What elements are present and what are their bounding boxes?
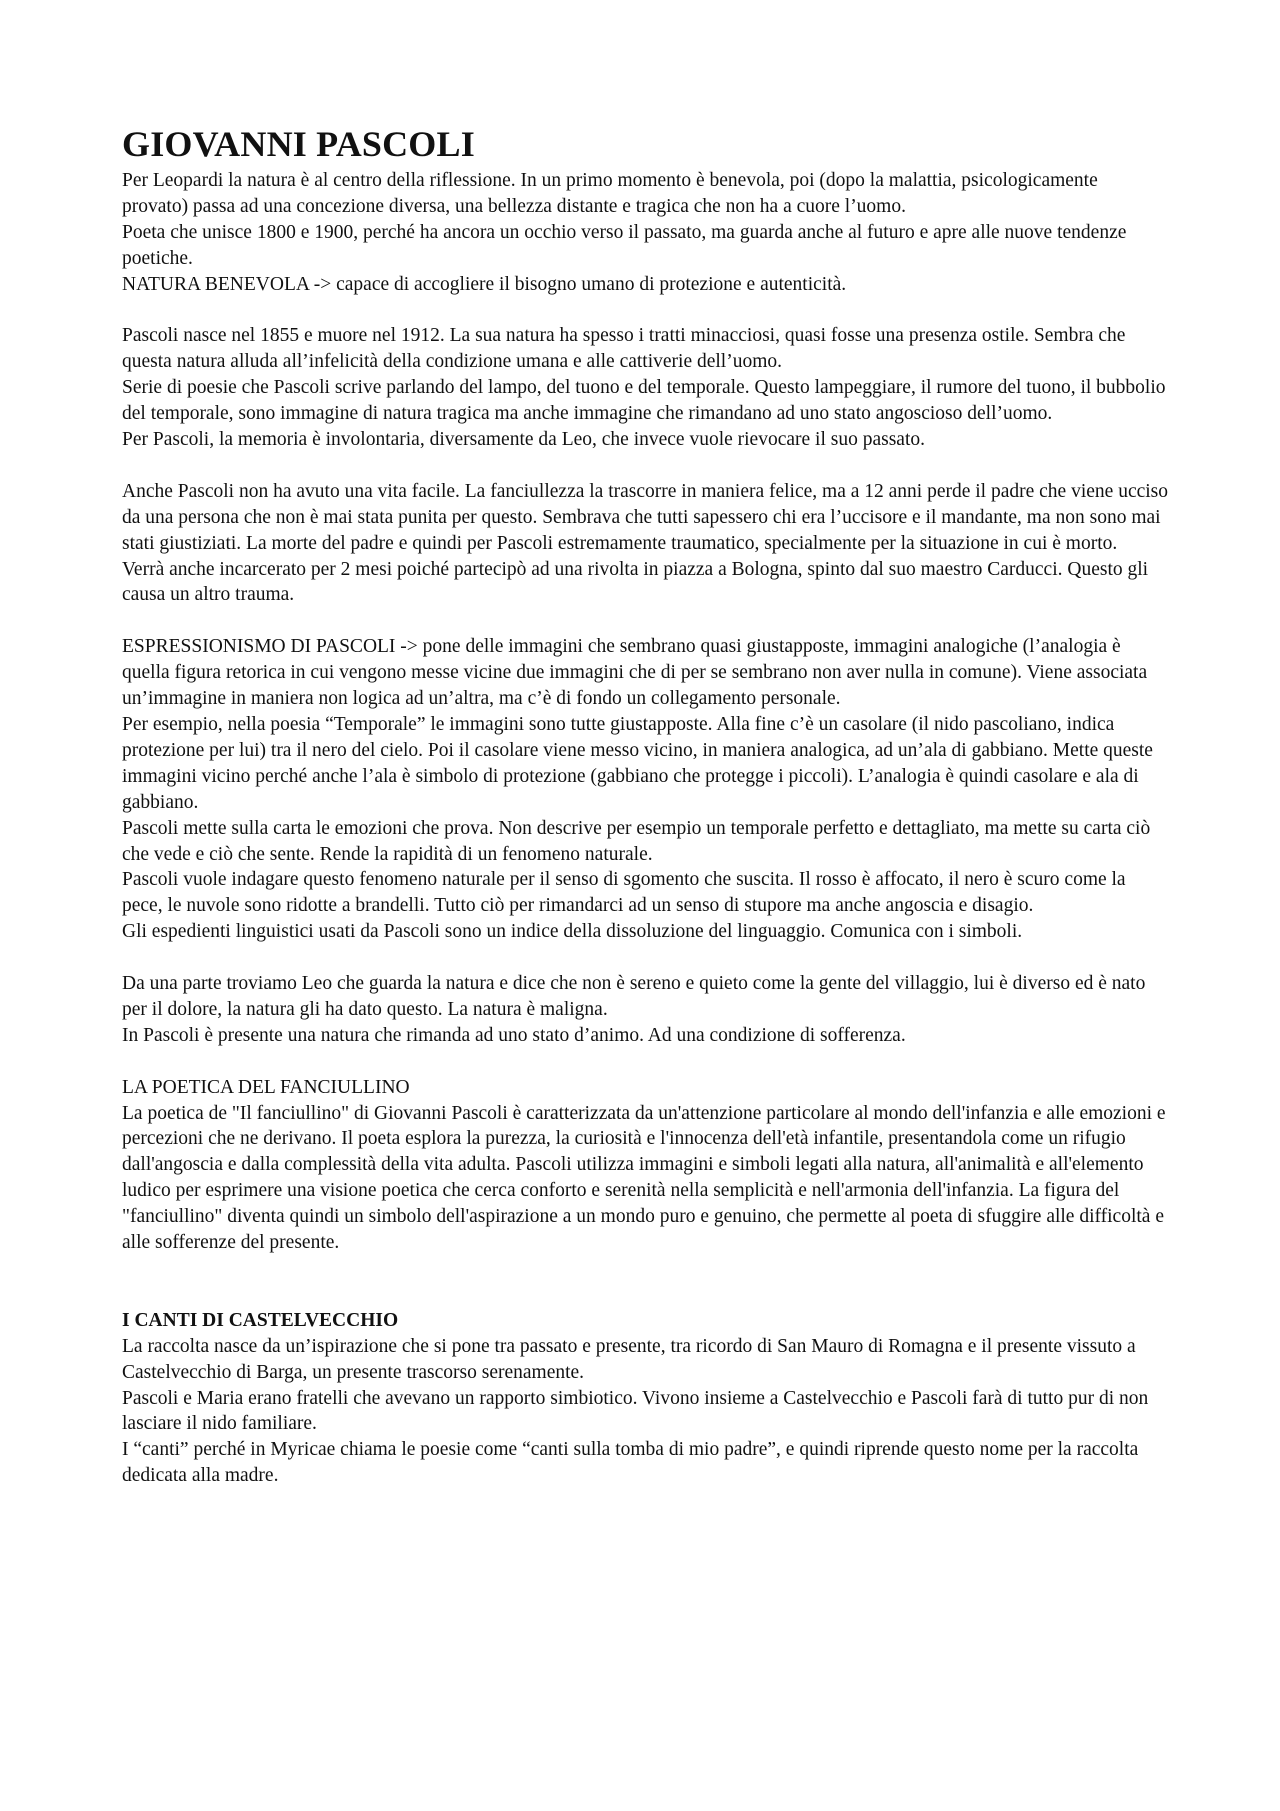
paragraph: Anche Pascoli non ha avuto una vita facile. La fanciullezza la trascorre in maniera felice, ma a 12 anni perde il padre che viene ucciso da una persona che non è mai stata punita per questo. Sembrava che tutti sapessero chi era l’uccisore e il mandante, ma non sono mai stati giustiziati. La morte del padre e quindi per Pascoli estremamente traumatico, specialmente per la situazione in cui è morto. <box>122 480 1169 554</box>
document-title: GIOVANNI PASCOLI <box>122 124 475 164</box>
paragraph-spacer <box>122 1256 1168 1308</box>
paragraph-spacer <box>122 945 1168 971</box>
paragraph-spacer <box>122 608 1168 634</box>
section-heading-fanciullino: LA POETICA DEL FANCIULLINO <box>122 1076 410 1098</box>
paragraph: Serie di poesie che Pascoli scrive parlando del lampo, del tuono e del temporale. Questo lampeggiare, il rumore del tuono, il bubbolio del temporale, sono immagine di natura tragica ma anche immagine che rimandano ad uno stato angoscioso dell’uomo. <box>122 377 1166 425</box>
paragraph: In Pascoli è presente una natura che rimanda ad uno stato d’animo. Ad una condizione di sofferenza. <box>122 1024 906 1046</box>
paragraph-spacer <box>122 453 1168 479</box>
paragraph: Per esempio, nella poesia “Temporale” le immagini sono tutte giustapposte. Alla fine c’è un casolare (il nido pascoliano, indica protezione per lui) tra il nero del cielo. Poi il casolare viene messo vicino, in maniera analogica, ad un’ala di gabbiano. Mette queste immagini vicino perché anche l’ala è simbolo di protezione (gabbiano che protegge i piccoli). L’analogia è quindi casolare e ala di gabbiano. <box>122 713 1153 813</box>
paragraph: La raccolta nasce da un’ispirazione che si pone tra passato e presente, tra ricordo di San Mauro di Romagna e il presente vissuto a Castelvecchio di Barga, un presente trascorso serenamente. <box>122 1335 1136 1383</box>
paragraph: Verrà anche incarcerato per 2 mesi poiché partecipò ad una rivolta in piazza a Bologna, spinto dal suo maestro Carducci. Questo gli causa un altro trauma. <box>122 558 1149 606</box>
paragraph-spacer <box>122 1049 1168 1075</box>
paragraph: La poetica de "Il fanciullino" di Giovanni Pascoli è caratterizzata da un'attenzione particolare al mondo dell'infanzia e alle emozioni e percezioni che ne derivano. Il poeta esplora la purezza, la curiosità e l'innocenza dell'età infantile, presentandola come un rifugio dall'angoscia e dalla complessità della vita adulta. Pascoli utilizza immagini e simboli legati alla natura, all'animalità e all'elemento ludico per esprimere una visione poetica che cerca conforto e serenità nella semplicità e nell'armonia dell'infanzia. La figura del "fanciullino" diventa quindi un simbolo dell'aspirazione a un mondo puro e genuino, che permette al poeta di sfuggire alle difficoltà e alle sofferenze del presente. <box>122 1102 1166 1254</box>
paragraph: Per Pascoli, la memoria è involontaria, diversamente da Leo, che invece vuole rievocare il suo passato. <box>122 429 926 451</box>
paragraph: Poeta che unisce 1800 e 1900, perché ha ancora un occhio verso il passato, ma guarda anche al futuro e apre alle nuove tendenze poetiche. <box>122 221 1127 269</box>
section-heading-castelvecchio: I CANTI DI CASTELVECCHIO <box>122 1309 399 1331</box>
paragraph: Pascoli nasce nel 1855 e muore nel 1912. La sua natura ha spesso i tratti minacciosi, quasi fosse una presenza ostile. Sembra che questa natura alluda all’infelicità della condizione umana e alle cattiverie dell’uomo. <box>122 325 1126 373</box>
paragraph: Pascoli vuole indagare questo fenomeno naturale per il senso di sgomento che suscita. Il rosso è affocato, il nero è scuro come la pece, le nuvole sono ridotte a brandelli. Tutto ciò per rimandarci ad un senso di stupore ma anche angoscia e disagio. <box>122 869 1126 917</box>
paragraph: NATURA BENEVOLA -> capace di accogliere il bisogno umano di protezione e autenticità. <box>122 273 847 295</box>
document-page <box>122 124 1168 1489</box>
paragraph-spacer <box>122 298 1168 324</box>
paragraph: ESPRESSIONISMO DI PASCOLI -> pone delle immagini che sembrano quasi giustapposte, immagini analogiche (l’analogia è quella figura retorica in cui vengono messe vicine due immagini che di per se sembrano non aver nulla in comune). Viene associata un’immagine in maniera non logica ad un’altra, ma c’è di fondo un collegamento personale. <box>122 636 1148 710</box>
paragraph: Pascoli e Maria erano fratelli che avevano un rapporto simbiotico. Vivono insieme a Castelvecchio e Pascoli farà di tutto pur di non lasciare il nido familiare. <box>122 1387 1149 1435</box>
paragraph: Pascoli mette sulla carta le emozioni che prova. Non descrive per esempio un temporale perfetto e dettagliato, ma mette su carta ciò che vede e ciò che sente. Rende la rapidità di un fenomeno naturale. <box>122 817 1151 865</box>
paragraph: Gli espedienti linguistici usati da Pascoli sono un indice della dissoluzione del linguaggio. Comunica con i simboli. <box>122 921 1023 943</box>
paragraph: I “canti” perché in Myricae chiama le poesie come “canti sulla tomba di mio padre”, e quindi riprende questo nome per la raccolta dedicata alla madre. <box>122 1439 1139 1487</box>
paragraph: Per Leopardi la natura è al centro della riflessione. In un primo momento è benevola, poi (dopo la malattia, psicologicamente provato) passa ad una concezione diversa, una bellezza distante e tragica che non ha a cuore l’uomo. <box>122 170 1098 217</box>
paragraph: Da una parte troviamo Leo che guarda la natura e dice che non è sereno e quieto come la gente del villaggio, lui è diverso ed è nato per il dolore, la natura gli ha dato questo. La natura è maligna. <box>122 973 1146 1020</box>
